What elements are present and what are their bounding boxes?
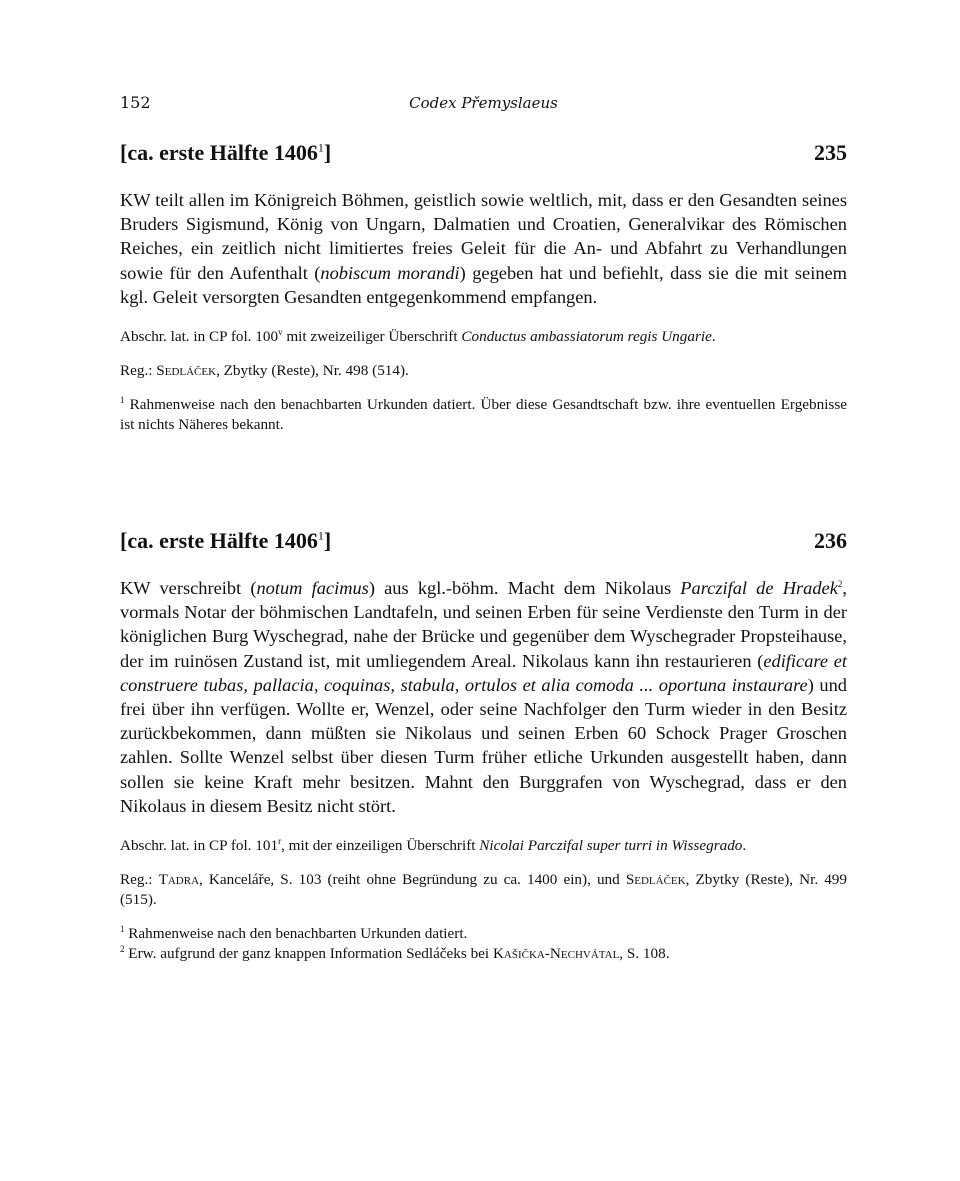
entry-date: [ca. erste Hälfte 1406$^1$] [120,140,332,165]
footnote: $^1$ Rahmenweise nach den benachbarten Urkunden datiert. Über diese Gesandtschaft bzw. ihre eventuellen Ergebnisse ist nichts Näheres bekannt. [120,394,847,434]
footnote: $^1$ Rahmenweise nach den benachbarten Urkunden datiert. [120,923,468,943]
entry-heading [120,528,847,554]
footnotes [120,395,847,435]
entry-heading [120,140,847,166]
entry-235 [120,140,847,435]
entry-date: [ca. erste Hälfte 1406$^1$] [120,528,332,553]
footnote: $^2$ Erw. aufgrund der ganz knappen Information Sedláčeks bei Kašička-Nechvátal, S. 108. [120,943,670,963]
footnote-ref: 1 [317,528,324,543]
entry-regest: Reg.: Tadra, Kanceláře, S. 103 (reiht ohne Begründung zu ca. 1400 ein), und Sedláček, Zbytky (Reste), Nr. 499 (515). [120,871,847,909]
entry-summary: KW teilt allen im Königreich Böhmen, geistlich sowie weltlich, mit, dass er den Gesandten seines Bruders Sigismund, König von Ungarn, Dalmatien und Croatien, Generalvikar des Römischen Reiches, ein zeitlich nicht limitiertes freies Geleit für die An- und Abfahrt zu Verhandlungen sowie für den Aufenthalt (nobiscum morandi) gegeben hat und befiehlt, dass sie die mit seinem kgl. Geleit versorgten Gesandten entgegenkommend empfangen. [120,190,847,307]
footnote-ref: 1 [317,140,324,155]
running-head [120,93,847,115]
entry-236 [120,528,847,964]
running-title: Codex Přemyslaeus [409,94,558,112]
entry-number: 235 [814,140,847,165]
page-number: 152 [120,93,151,112]
entry-number: 236 [814,528,847,553]
entry-source: Abschr. lat. in CP fol. 101$^r$, mit der einzeiligen Überschrift Nicolai Parczifal super turri in Wissegrado. [120,835,747,855]
entry-regest: Reg.: Sedláček, Zbytky (Reste), Nr. 498 (514). [120,362,409,380]
entry-summary: KW verschreibt (notum facimus) aus kgl.-böhm. Macht dem Nikolaus Parczifal de Hradek$^2$, vormals Notar der böhmischen Landtafeln, und seinen Erben für seine Verdienste den Turm in der königlichen Burg Wyschegrad, nahe der Brücke und gegenüber dem Wyschegrader Propsteihause, der im ruinösen Zustand ist, mit umliegendem Areal. Nikolaus kann ihn restaurieren (edificare et construere tubas, pallacia, coquinas, stabula, ortulos et alia comoda ... oportuna instaurare) und frei über ihn verfügen. Wollte er, Wenzel, oder seine Nachfolger den Turm wieder in den Besitz zurückbekommen, dann müßten sie Nikolaus und seinen Erben 60 Schock Prager Groschen zahlen. Sollte Wenzel selbst über diesen Turm früher etliche Urkunden ausgestellt haben, dann sollen sie keine Kraft mehr besitzen. Mahnt den Burggrafen von Wyschegrad, dass er den Nikolaus in diesem Besitz nicht stört. [120,578,847,816]
entry-source: Abschr. lat. in CP fol. 100$^v$ mit zweizeiliger Überschrift Conductus ambassiatorum regis Ungarie. [120,326,716,346]
footnotes [120,924,847,964]
